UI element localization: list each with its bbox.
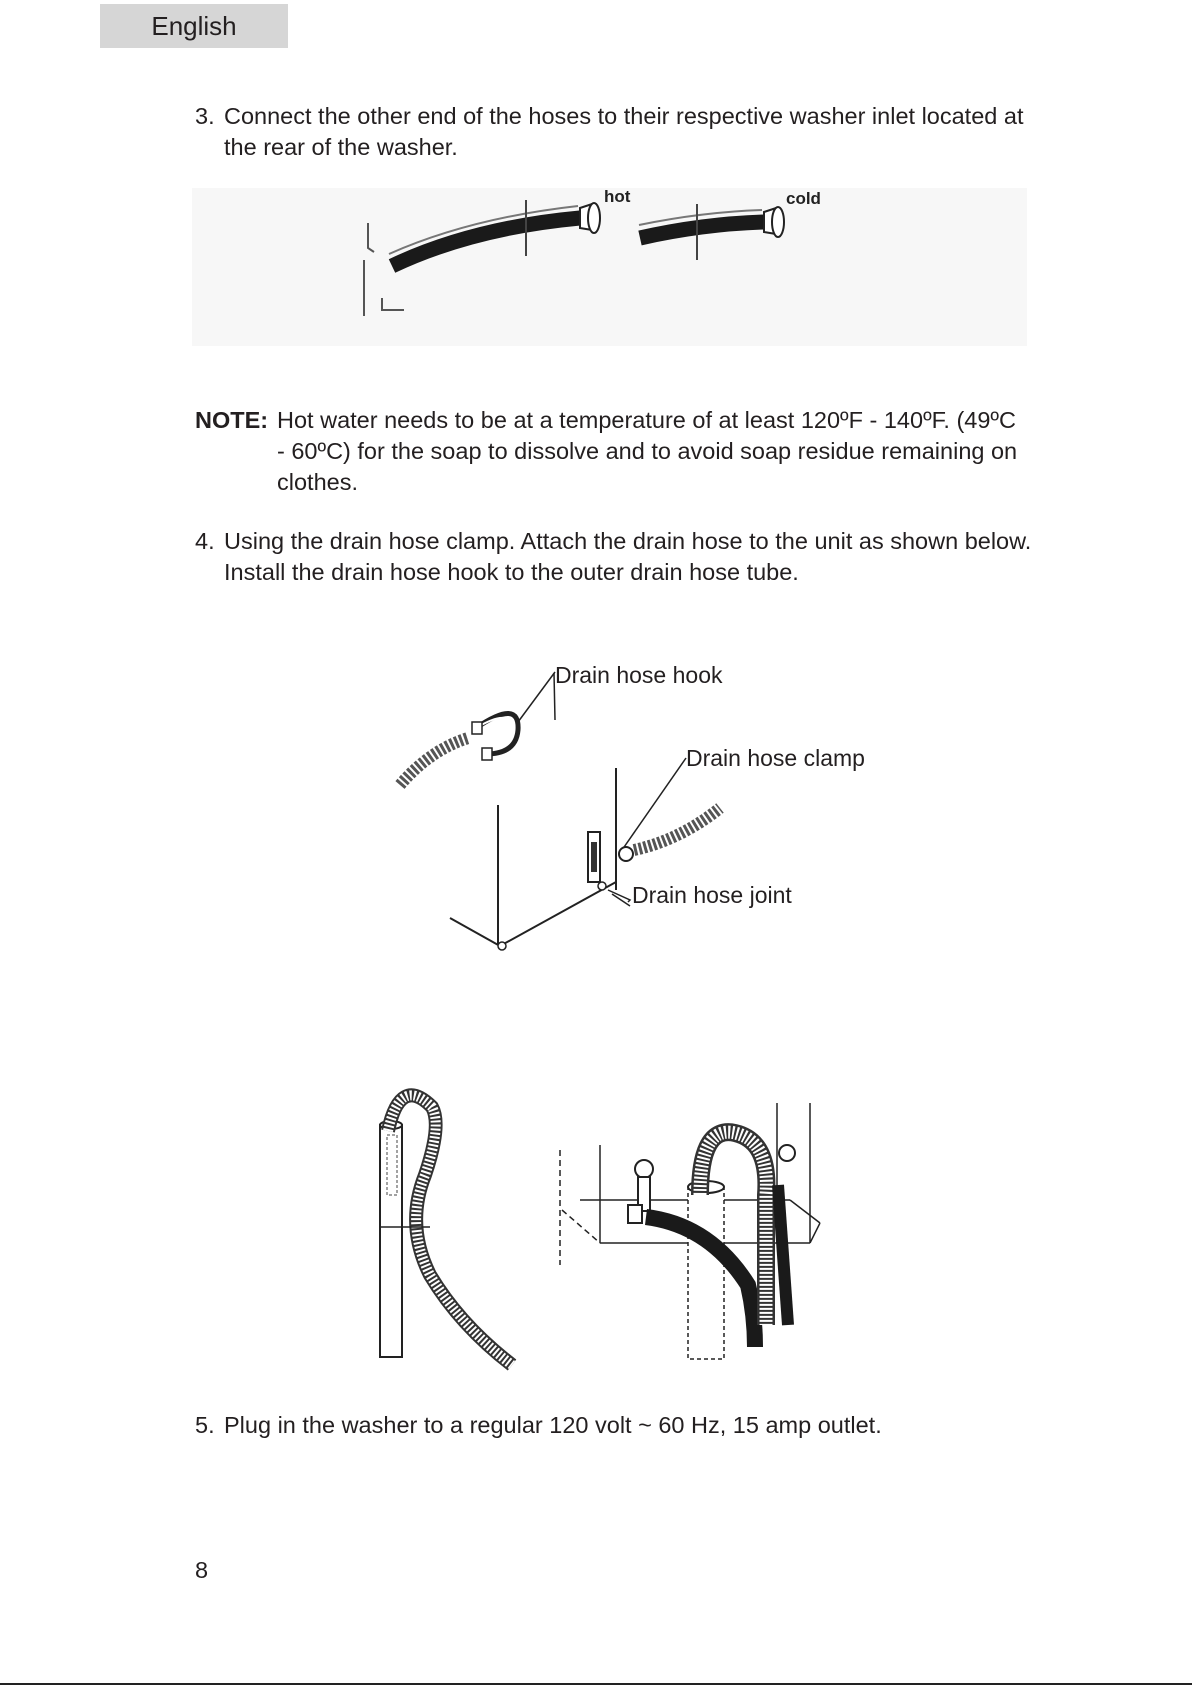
note-line-2: - 60ºC) for the soap to dissolve and to avoid soap residue remaining on — [277, 438, 1018, 464]
page-number: 8 — [195, 1557, 209, 1583]
drain-hose-hook-label: Drain hose hook — [555, 662, 723, 688]
drain-hose-joint-label: Drain hose joint — [632, 882, 792, 908]
hot-label: hot — [604, 187, 631, 206]
hoses-illustration — [192, 188, 1027, 346]
drain-hose-clamp-label: Drain hose clamp — [686, 745, 865, 771]
step-4-number: 4. — [195, 528, 215, 554]
step-3-number: 3. — [195, 103, 215, 129]
note-label: NOTE: — [195, 407, 269, 433]
step-4-line-1: Using the drain hose clamp. Attach the drain hose to the unit as shown below. — [224, 528, 1032, 554]
step-3-line-1: Connect the other end of the hoses to their respective washer inlet located at — [224, 103, 1024, 129]
language-tab: English — [100, 4, 288, 48]
step-3-line-2: the rear of the washer. — [224, 134, 458, 160]
note-line-1: Hot water needs to be at a temperature of at least 120ºF - 140ºF. (49ºC — [277, 407, 1016, 433]
step-5-line-1: Plug in the washer to a regular 120 volt ~ 60 Hz, 15 amp outlet. — [224, 1412, 882, 1438]
note-line-3: clothes. — [277, 469, 358, 495]
drain-routing-illustration — [370, 1085, 860, 1375]
step-5-number: 5. — [195, 1412, 215, 1438]
cold-label: cold — [786, 189, 821, 208]
step-4-line-2: Install the drain hose hook to the outer drain hose tube. — [224, 559, 799, 585]
